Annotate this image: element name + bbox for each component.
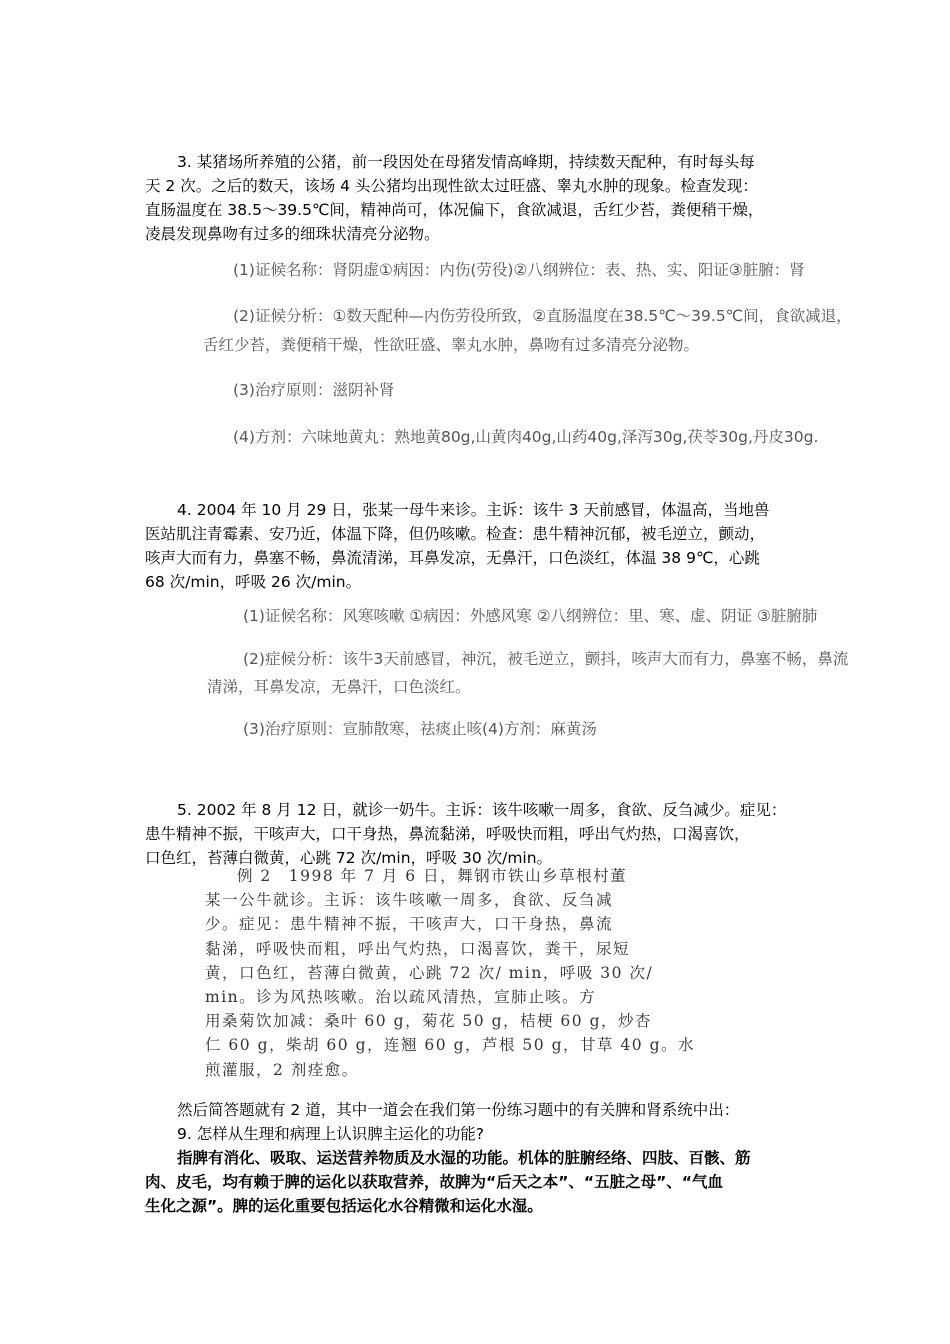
scan-line: 用桑菊饮加减：桑叶 60 g，菊花 50 g，桔梗 60 g，炒杏: [205, 1012, 652, 1031]
scan-line: min。诊为风热咳嗽。治以疏风清热，宣肺止咳。方: [205, 988, 597, 1007]
q4-answer-3: (3)治疗原则：宣肺散寒，祛痰止咳(4)方剂：麻黄汤: [243, 720, 597, 738]
scanned-case-example: [205, 864, 695, 1084]
scan-line: 仁 60 g，柴胡 60 g，连翘 60 g，芦根 50 g，甘草 40 g。水: [205, 1036, 695, 1055]
q5-line: 口色红，苔薄白微黄，心跳 72 次/min，呼吸 30 次/min。: [145, 849, 553, 867]
q4-line: 医站肌注青霉素、安乃近，体温下降，但仍咳嗽。检查：患牛精神沉郁，被毛逆立，颤动，: [145, 525, 766, 543]
scan-line: 例 2 1998 年 7 月 6 日，舞钢市铁山乡草根村董: [237, 867, 628, 885]
scan-line: 少。症见：患牛精神不振，干咳声大，口干身热，鼻流: [205, 915, 614, 934]
q5-line: 患牛精神不振，干咳声大，口干身热，鼻流黏涕，呼吸快而粗，呼出气灼热，口渴喜饮，: [145, 825, 750, 843]
q4-answer-2: (2)症候分析：该牛3天前感冒，神沉，被毛逆立，颤抖，咳声大而有力，鼻塞不畅，鼻流: [243, 650, 849, 668]
q3-line: 3. 某猪场所养殖的公猪，前一段因处在母猪发情高峰期，持续数天配种，有时每头每: [177, 153, 755, 171]
q3-line: 直肠温度在 38.5～39.5℃间，精神尚可，体况偏下，食欲减退，舌红少苔，粪便稍干燥，: [145, 201, 764, 219]
q3-answer-4: (4)方剂：六味地黄丸：熟地黄80g,山黄肉40g,山药40g,泽泻30g,茯苓30g,丹皮30g.: [233, 428, 819, 446]
short-answer-section: [145, 1098, 815, 1218]
question-4-text: [145, 498, 815, 594]
q3-answer-1: (1)证候名称：肾阴虚①病因：内伤(劳役)②八纲辨位：表、热、实、阳证③脏腑：肾: [233, 261, 805, 279]
q3-answer-2-cont: 舌红少苔，粪便稍干燥，性欲旺盛、睾丸水肿，鼻吻有过多清亮分泌物。: [203, 336, 700, 354]
intro-line: 然后简答题就有 2 道，其中一道会在我们第一份练习题中的有关脾和肾系统中出：: [177, 1101, 740, 1119]
answer-line: 肉、皮毛，均有赖于脾的运化以获取营养，故脾为“后天之本”、“五脏之母”、“气血: [145, 1173, 723, 1191]
scan-line: 黄，口色红，苔薄白微黄，心跳 72 次/ min，呼吸 30 次/: [205, 963, 654, 982]
q4-answer-2-cont: 清涕，耳鼻发凉，无鼻汗，口色淡红。: [207, 678, 471, 696]
question-9: 9. 怎样从生理和病理上认识脾主运化的功能?: [177, 1125, 484, 1143]
q4-line: 68 次/min，呼吸 26 次/min。: [145, 573, 362, 591]
q4-answer-1: (1)证候名称：风寒咳嗽 ①病因：外感风寒 ②八纲辨位：里、寒、虚、阴证 ③脏腑肺: [243, 607, 818, 625]
scan-line: 煎灌服，2 剂痊愈。: [205, 1060, 359, 1079]
q3-line: 天 2 次。之后的数天，该场 4 头公猪均出现性欲太过旺盛、睾丸水肿的现象。检查发现：: [145, 177, 758, 195]
answer-line: 生化之源”。脾的运化重要包括运化水谷精微和运化水湿。: [145, 1197, 543, 1215]
q4-line: 4. 2004 年 10 月 29 日，张某一母牛来诊。主诉：该牛 3 天前感冒，体温高，当地兽: [177, 501, 770, 519]
q3-answer-2: (2)证候分析：①数天配种—内伤劳役所致，②直肠温度在38.5℃～39.5℃间，食欲减退，: [233, 307, 852, 325]
question-3-text: [145, 150, 815, 246]
q3-line: 凌晨发现鼻吻有过多的细珠状清亮分泌物。: [145, 225, 440, 243]
q5-line: 5. 2002 年 8 月 12 日，就诊一奶牛。主诉：该牛咳嗽一周多，食欲、反刍减少。症见：: [177, 801, 787, 819]
q3-answer-3: (3)治疗原则：滋阴补肾: [233, 381, 395, 399]
q4-line: 咳声大而有力，鼻塞不畅，鼻流清涕，耳鼻发凉，无鼻汗，口色淡红，体温 38 9℃，心跳: [145, 549, 760, 567]
scan-line: 某一公牛就诊。主诉：该牛咳嗽一周多，食欲、反刍减: [205, 891, 614, 910]
scan-line: 黏涕，呼吸快而粗，呼出气灼热，口渴喜饮，粪干，尿短: [205, 939, 631, 958]
answer-line: 指脾有消化、吸取、运送营养物质及水湿的功能。机体的脏腑经络、四肢、百骸、筋: [177, 1149, 751, 1167]
question-5-text: [145, 798, 815, 870]
